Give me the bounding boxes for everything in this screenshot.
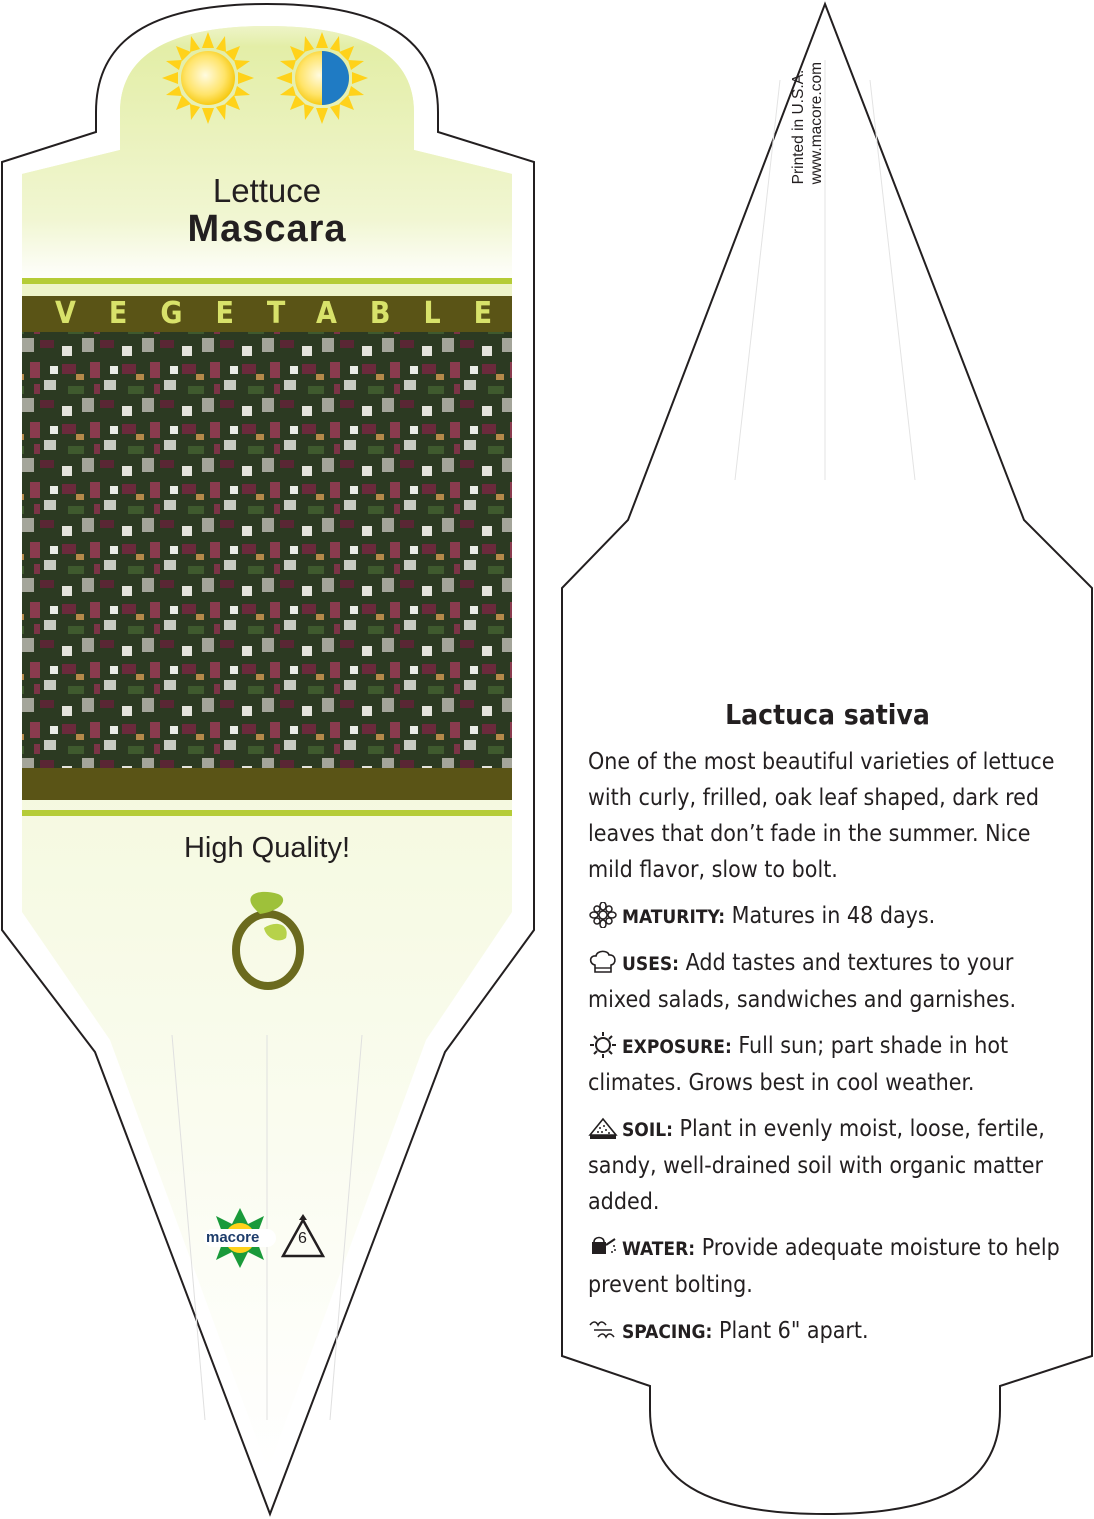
care-text: Plant in evenly moist, loose, fertile, sandy, well-drained soil with organic matter added. xyxy=(588,1116,1045,1215)
care-text: Full sun; part shade in hot climates. Grows best in cool weather. xyxy=(588,1033,1009,1096)
cultivar-name: Mascara xyxy=(187,208,347,250)
botanical-name: Lactuca sativa xyxy=(725,698,930,731)
watering-can-icon xyxy=(588,1234,618,1260)
photo-bottom-band xyxy=(22,768,512,800)
flower-icon xyxy=(588,902,618,928)
care-label: SOIL: xyxy=(622,1119,673,1141)
bottom-lime-line xyxy=(22,810,512,816)
care-text: Add tastes and textures to your mixed salads, sandwiches and garnishes. xyxy=(588,950,1017,1013)
recycle-code: 6 xyxy=(298,1230,307,1247)
care-uses xyxy=(588,945,1066,1018)
logo-text: macore xyxy=(206,1229,260,1246)
care-text: Provide adequate moisture to help prevent bolting. xyxy=(588,1235,1060,1298)
printed-in: Printed in U.S.A. xyxy=(790,69,807,185)
care-text: Matures in 48 days. xyxy=(731,903,936,929)
care-label: USES: xyxy=(622,953,680,975)
care-text: Plant 6" apart. xyxy=(718,1318,869,1344)
sun-outline-icon xyxy=(588,1032,618,1058)
description: One of the most beautiful varieties of lettuce with curly, frilled, oak leaf shaped, dark red leaves that don’t fade in the summer. Nice mild flavor, slow to bolt. xyxy=(588,749,1055,883)
soil-icon xyxy=(588,1115,618,1141)
care-spacing xyxy=(588,1313,1066,1350)
plant-photo xyxy=(22,332,512,768)
care-water xyxy=(588,1230,1066,1303)
top-lime-line xyxy=(22,278,512,284)
care-exposure xyxy=(588,1028,1066,1101)
care-label: SPACING: xyxy=(622,1321,713,1343)
common-name: Lettuce xyxy=(212,172,322,209)
tagline: High Quality! xyxy=(183,832,350,864)
chef-hat-icon xyxy=(588,949,618,975)
spacing-icon xyxy=(588,1317,618,1343)
care-maturity xyxy=(588,898,1066,935)
care-soil xyxy=(588,1111,1066,1220)
care-label: WATER: xyxy=(622,1238,696,1260)
care-label: MATURITY: xyxy=(622,906,726,928)
description-block xyxy=(588,744,1066,1360)
care-label: EXPOSURE: xyxy=(622,1036,732,1058)
printed-in-notice xyxy=(790,62,826,184)
category-band: VEGETABLE xyxy=(22,296,512,332)
website: www.macore.com xyxy=(808,62,825,185)
